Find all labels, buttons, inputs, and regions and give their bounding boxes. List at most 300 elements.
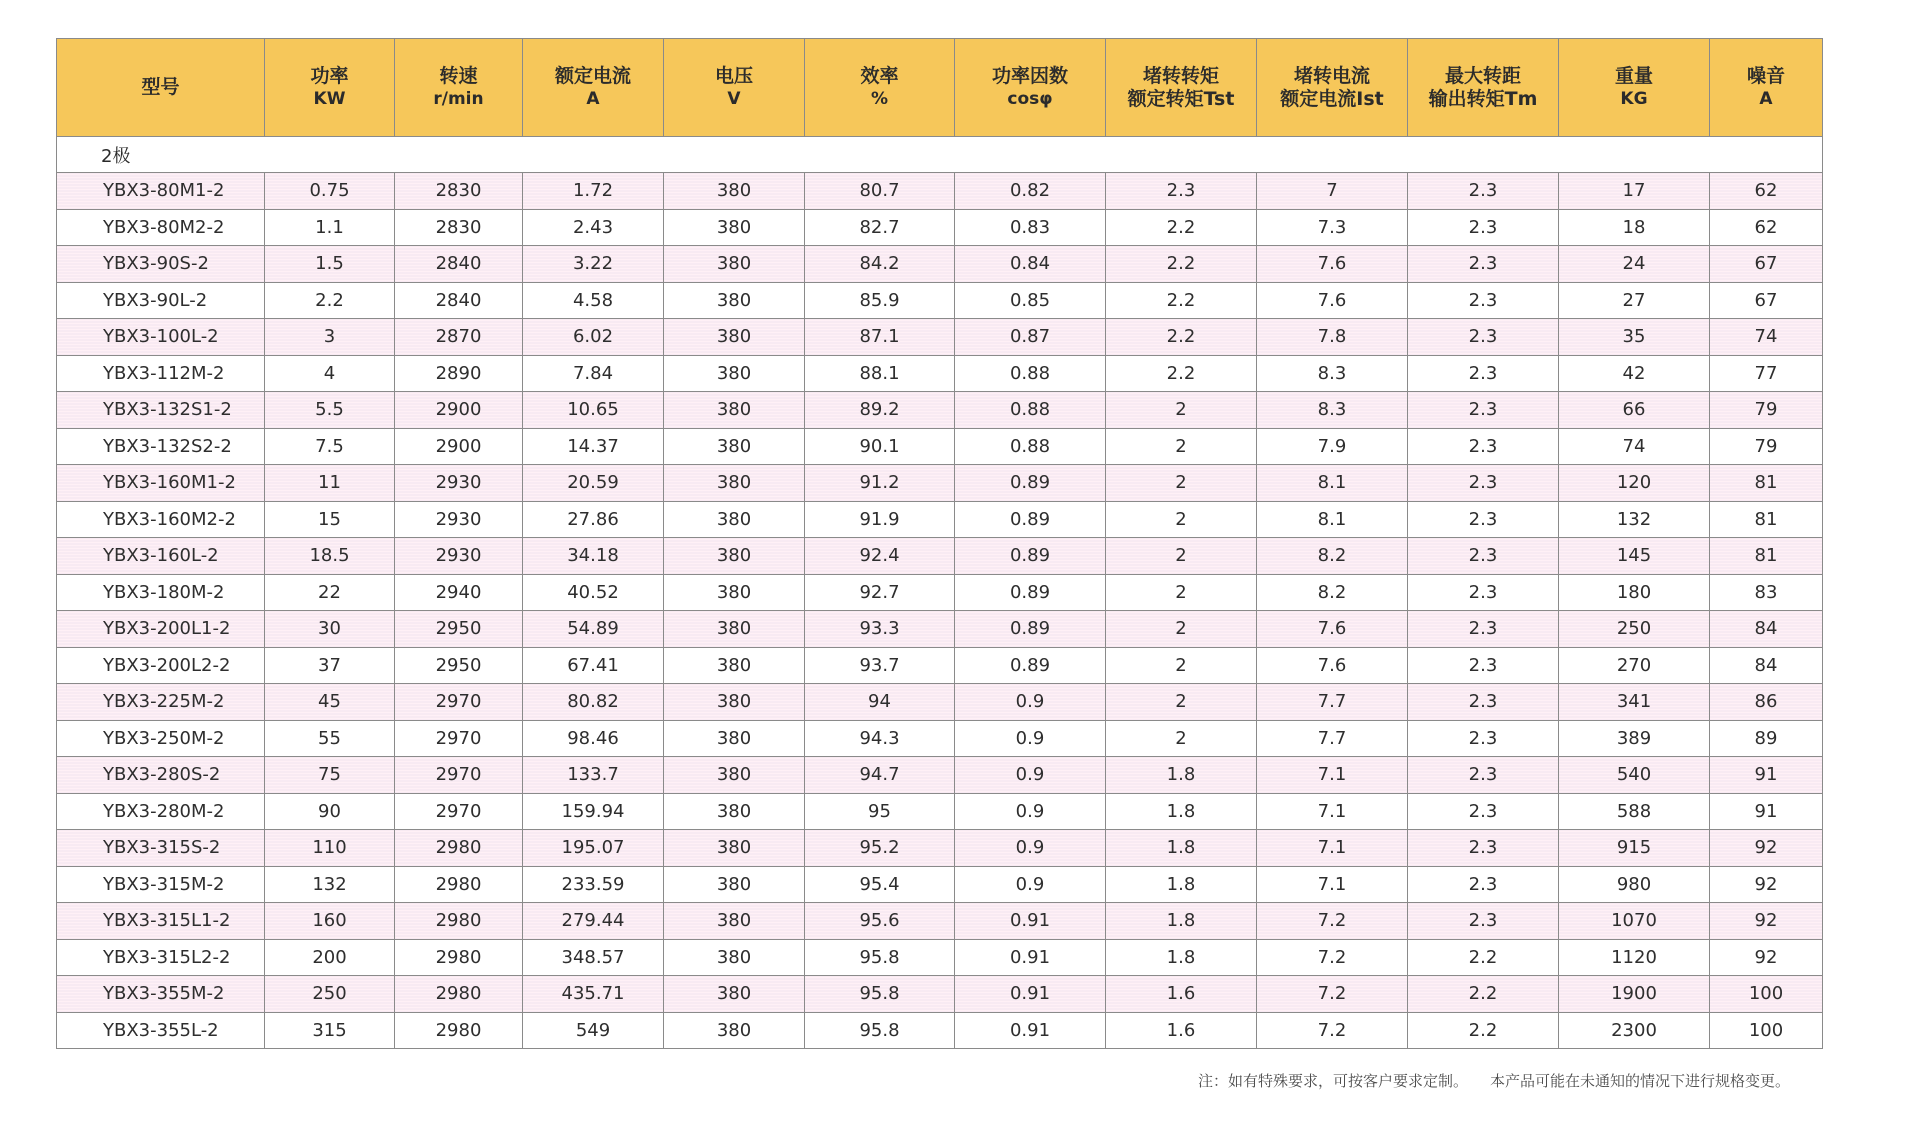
table-row — [57, 282, 1823, 319]
footnote-note: 注：如有特殊要求，可按客户要求定制。 — [1197, 1072, 1468, 1090]
table-cell: 380 — [664, 866, 805, 903]
table-row — [57, 1012, 1823, 1049]
model-cell: YBX3-200L1-2 — [57, 611, 265, 648]
column-header — [265, 39, 395, 137]
table-cell: 2830 — [395, 173, 523, 210]
table-cell: 45 — [265, 684, 395, 721]
table-cell: 2.3 — [1408, 392, 1559, 429]
table-cell: 7.2 — [1257, 976, 1408, 1013]
table-cell: 92 — [1710, 866, 1823, 903]
table-cell: 380 — [664, 282, 805, 319]
table-cell: 1.6 — [1106, 1012, 1257, 1049]
table-cell: 62 — [1710, 209, 1823, 246]
table-cell: 67 — [1710, 246, 1823, 283]
table-cell: 6.02 — [523, 319, 664, 356]
table-cell: 7 — [1257, 173, 1408, 210]
table-cell: 30 — [265, 611, 395, 648]
table-cell: 95.8 — [805, 1012, 955, 1049]
table-cell: 80.7 — [805, 173, 955, 210]
table-cell: 380 — [664, 830, 805, 867]
table-cell: 15 — [265, 501, 395, 538]
table-cell: 2 — [1106, 428, 1257, 465]
table-cell: 7.3 — [1257, 209, 1408, 246]
table-cell: 380 — [664, 465, 805, 502]
table-cell: 0.91 — [955, 903, 1106, 940]
table-cell: 91.2 — [805, 465, 955, 502]
table-cell: 380 — [664, 319, 805, 356]
table-cell: 0.88 — [955, 392, 1106, 429]
table-cell: 93.7 — [805, 647, 955, 684]
table-cell: 2 — [1106, 611, 1257, 648]
table-cell: 132 — [265, 866, 395, 903]
table-cell: 7.1 — [1257, 793, 1408, 830]
table-cell: 0.82 — [955, 173, 1106, 210]
table-cell: 54.89 — [523, 611, 664, 648]
column-header-title: 堵转转矩 — [1142, 64, 1219, 87]
table-cell: 1120 — [1559, 939, 1710, 976]
table-cell: 2300 — [1559, 1012, 1710, 1049]
table-cell: 279.44 — [523, 903, 664, 940]
table-cell: 0.9 — [955, 866, 1106, 903]
group-row — [57, 137, 1823, 173]
table-cell: 17 — [1559, 173, 1710, 210]
table-cell: 380 — [664, 903, 805, 940]
table-cell: 0.9 — [955, 830, 1106, 867]
table-cell: 3.22 — [523, 246, 664, 283]
table-cell: 2.3 — [1408, 830, 1559, 867]
table-cell: 0.85 — [955, 282, 1106, 319]
table-cell: 80.82 — [523, 684, 664, 721]
model-cell: YBX3-80M2-2 — [57, 209, 265, 246]
model-cell: YBX3-90L-2 — [57, 282, 265, 319]
table-cell: 42 — [1559, 355, 1710, 392]
table-cell: 92.4 — [805, 538, 955, 575]
table-cell: 0.9 — [955, 757, 1106, 794]
table-cell: 2.3 — [1408, 757, 1559, 794]
table-cell: 84 — [1710, 611, 1823, 648]
column-header-unit: V — [727, 88, 741, 109]
table-cell: 2970 — [395, 793, 523, 830]
table-cell: 2.43 — [523, 209, 664, 246]
footnote-disclaimer: 本产品可能在未通知的情况下进行规格变更。 — [1489, 1072, 1790, 1090]
table-cell: 380 — [664, 939, 805, 976]
table-cell: 1.8 — [1106, 793, 1257, 830]
table-cell: 0.9 — [955, 684, 1106, 721]
spec-table-sheet — [56, 38, 1822, 1049]
model-cell: YBX3-355L-2 — [57, 1012, 265, 1049]
table-row — [57, 976, 1823, 1013]
table-cell: 2.3 — [1408, 428, 1559, 465]
table-cell: 380 — [664, 611, 805, 648]
table-cell: 380 — [664, 574, 805, 611]
table-cell: 133.7 — [523, 757, 664, 794]
table-cell: 8.1 — [1257, 465, 1408, 502]
model-cell: YBX3-132S2-2 — [57, 428, 265, 465]
table-cell: 95.4 — [805, 866, 955, 903]
table-cell: 3 — [265, 319, 395, 356]
table-cell: 2980 — [395, 1012, 523, 1049]
table-cell: 7.9 — [1257, 428, 1408, 465]
table-cell: 588 — [1559, 793, 1710, 830]
header-row — [57, 39, 1823, 137]
table-cell: 2.3 — [1408, 684, 1559, 721]
model-cell: YBX3-225M-2 — [57, 684, 265, 721]
table-cell: 1.6 — [1106, 976, 1257, 1013]
table-cell: 2.3 — [1408, 793, 1559, 830]
column-header — [1408, 39, 1559, 137]
table-cell: 8.3 — [1257, 392, 1408, 429]
table-cell: 92 — [1710, 903, 1823, 940]
table-cell: 20.59 — [523, 465, 664, 502]
column-header-unit: 输出转矩Tm — [1428, 87, 1538, 110]
table-cell: 2830 — [395, 209, 523, 246]
table-row — [57, 793, 1823, 830]
table-cell: 145 — [1559, 538, 1710, 575]
table-cell: 2 — [1106, 392, 1257, 429]
table-cell: 7.6 — [1257, 611, 1408, 648]
table-row — [57, 246, 1823, 283]
table-cell: 2980 — [395, 866, 523, 903]
table-cell: 315 — [265, 1012, 395, 1049]
table-cell: 2 — [1106, 465, 1257, 502]
column-header-title: 效率 — [860, 64, 899, 87]
column-header-unit: % — [870, 88, 889, 109]
table-cell: 0.89 — [955, 574, 1106, 611]
model-cell: YBX3-112M-2 — [57, 355, 265, 392]
table-cell: 7.1 — [1257, 830, 1408, 867]
table-cell: 2980 — [395, 939, 523, 976]
table-cell: 180 — [1559, 574, 1710, 611]
table-cell: 0.84 — [955, 246, 1106, 283]
table-cell: 84 — [1710, 647, 1823, 684]
column-header — [664, 39, 805, 137]
table-row — [57, 392, 1823, 429]
table-cell: 2970 — [395, 684, 523, 721]
column-header — [1106, 39, 1257, 137]
table-cell: 79 — [1710, 392, 1823, 429]
model-cell: YBX3-100L-2 — [57, 319, 265, 356]
table-cell: 1.8 — [1106, 830, 1257, 867]
table-cell: 0.9 — [955, 720, 1106, 757]
table-row — [57, 173, 1823, 210]
table-cell: 2950 — [395, 611, 523, 648]
table-cell: 380 — [664, 757, 805, 794]
table-cell: 2.2 — [1106, 246, 1257, 283]
table-cell: 14.37 — [523, 428, 664, 465]
model-cell: YBX3-280M-2 — [57, 793, 265, 830]
table-cell: 4 — [265, 355, 395, 392]
table-cell: 100 — [1710, 976, 1823, 1013]
table-cell: 0.9 — [955, 793, 1106, 830]
model-cell: YBX3-280S-2 — [57, 757, 265, 794]
table-cell: 2.3 — [1408, 720, 1559, 757]
table-cell: 348.57 — [523, 939, 664, 976]
table-cell: 34.18 — [523, 538, 664, 575]
table-cell: 195.07 — [523, 830, 664, 867]
table-cell: 0.91 — [955, 1012, 1106, 1049]
table-cell: 27 — [1559, 282, 1710, 319]
table-cell: 540 — [1559, 757, 1710, 794]
table-cell: 2.3 — [1408, 282, 1559, 319]
table-cell: 7.1 — [1257, 757, 1408, 794]
table-cell: 2.3 — [1408, 246, 1559, 283]
table-cell: 89 — [1710, 720, 1823, 757]
table-cell: 2980 — [395, 830, 523, 867]
column-header — [1257, 39, 1408, 137]
table-cell: 160 — [265, 903, 395, 940]
table-cell: 2980 — [395, 976, 523, 1013]
table-cell: 1.8 — [1106, 757, 1257, 794]
table-cell: 1.1 — [265, 209, 395, 246]
table-cell: 7.6 — [1257, 647, 1408, 684]
table-cell: 380 — [664, 355, 805, 392]
table-cell: 98.46 — [523, 720, 664, 757]
table-cell: 380 — [664, 538, 805, 575]
table-cell: 8.2 — [1257, 538, 1408, 575]
column-header — [523, 39, 664, 137]
table-cell: 7.7 — [1257, 720, 1408, 757]
table-cell: 94.7 — [805, 757, 955, 794]
table-cell: 2930 — [395, 501, 523, 538]
table-cell: 67.41 — [523, 647, 664, 684]
column-header-title: 功率因数 — [991, 64, 1068, 87]
table-cell: 2970 — [395, 720, 523, 757]
table-cell: 200 — [265, 939, 395, 976]
table-row — [57, 684, 1823, 721]
table-row — [57, 428, 1823, 465]
table-cell: 24 — [1559, 246, 1710, 283]
table-cell: 2900 — [395, 428, 523, 465]
model-cell: YBX3-315L2-2 — [57, 939, 265, 976]
table-cell: 380 — [664, 684, 805, 721]
table-cell: 380 — [664, 209, 805, 246]
table-cell: 2 — [1106, 684, 1257, 721]
table-cell: 0.87 — [955, 319, 1106, 356]
model-cell: YBX3-180M-2 — [57, 574, 265, 611]
table-body — [57, 137, 1823, 1049]
table-cell: 90.1 — [805, 428, 955, 465]
table-cell: 7.84 — [523, 355, 664, 392]
table-cell: 341 — [1559, 684, 1710, 721]
table-cell: 81 — [1710, 501, 1823, 538]
table-header — [57, 39, 1823, 137]
model-cell: YBX3-90S-2 — [57, 246, 265, 283]
table-row — [57, 611, 1823, 648]
table-cell: 2.3 — [1408, 903, 1559, 940]
table-cell: 2.3 — [1408, 319, 1559, 356]
table-row — [57, 939, 1823, 976]
column-header — [805, 39, 955, 137]
model-cell: YBX3-160L-2 — [57, 538, 265, 575]
table-cell: 2.3 — [1408, 355, 1559, 392]
table-cell: 2.3 — [1408, 538, 1559, 575]
column-header-unit: r/min — [433, 88, 484, 109]
table-cell: 2.2 — [1408, 976, 1559, 1013]
column-header — [395, 39, 523, 137]
table-cell: 2 — [1106, 574, 1257, 611]
table-cell: 85.9 — [805, 282, 955, 319]
table-cell: 27.86 — [523, 501, 664, 538]
model-cell: YBX3-160M1-2 — [57, 465, 265, 502]
table-cell: 1.5 — [265, 246, 395, 283]
table-cell: 1070 — [1559, 903, 1710, 940]
table-cell: 2.3 — [1408, 501, 1559, 538]
table-row — [57, 830, 1823, 867]
table-cell: 22 — [265, 574, 395, 611]
table-cell: 81 — [1710, 538, 1823, 575]
column-header-unit: 额定转矩Tst — [1127, 87, 1235, 110]
table-cell: 95.6 — [805, 903, 955, 940]
table-cell: 110 — [265, 830, 395, 867]
table-cell: 92.7 — [805, 574, 955, 611]
table-cell: 95.2 — [805, 830, 955, 867]
table-cell: 980 — [1559, 866, 1710, 903]
table-cell: 7.5 — [265, 428, 395, 465]
table-cell: 1.8 — [1106, 939, 1257, 976]
table-cell: 2930 — [395, 465, 523, 502]
table-cell: 2.2 — [1106, 355, 1257, 392]
table-cell: 10.65 — [523, 392, 664, 429]
table-cell: 75 — [265, 757, 395, 794]
table-cell: 4.58 — [523, 282, 664, 319]
table-cell: 83 — [1710, 574, 1823, 611]
table-cell: 2.2 — [265, 282, 395, 319]
table-cell: 0.88 — [955, 428, 1106, 465]
table-cell: 1.8 — [1106, 903, 1257, 940]
table-row — [57, 866, 1823, 903]
table-cell: 1.8 — [1106, 866, 1257, 903]
table-cell: 7.6 — [1257, 246, 1408, 283]
table-cell: 7.2 — [1257, 1012, 1408, 1049]
table-cell: 89.2 — [805, 392, 955, 429]
table-cell: 11 — [265, 465, 395, 502]
table-cell: 2930 — [395, 538, 523, 575]
column-header-title: 重量 — [1614, 64, 1653, 87]
footnote — [1198, 1070, 1790, 1091]
column-header-title: 噪音 — [1746, 64, 1785, 87]
table-cell: 915 — [1559, 830, 1710, 867]
table-cell: 2.3 — [1408, 611, 1559, 648]
table-cell: 380 — [664, 428, 805, 465]
column-header-title: 电压 — [714, 64, 753, 87]
table-cell: 7.2 — [1257, 939, 1408, 976]
model-cell: YBX3-315L1-2 — [57, 903, 265, 940]
column-header-unit: 额定电流Ist — [1280, 87, 1384, 110]
table-cell: 7.7 — [1257, 684, 1408, 721]
table-cell: 380 — [664, 501, 805, 538]
table-cell: 2 — [1106, 647, 1257, 684]
column-header-title: 堵转电流 — [1293, 64, 1370, 87]
model-cell: YBX3-132S1-2 — [57, 392, 265, 429]
table-cell: 8.1 — [1257, 501, 1408, 538]
table-cell: 91.9 — [805, 501, 955, 538]
table-cell: 95.8 — [805, 976, 955, 1013]
table-cell: 2890 — [395, 355, 523, 392]
table-row — [57, 501, 1823, 538]
table-row — [57, 209, 1823, 246]
table-cell: 7.6 — [1257, 282, 1408, 319]
table-cell: 380 — [664, 173, 805, 210]
table-cell: 0.75 — [265, 173, 395, 210]
table-cell: 0.91 — [955, 939, 1106, 976]
column-header-title: 转速 — [439, 64, 478, 87]
table-cell: 2840 — [395, 282, 523, 319]
table-row — [57, 647, 1823, 684]
table-cell: 2970 — [395, 757, 523, 794]
model-cell: YBX3-355M-2 — [57, 976, 265, 1013]
column-header-title: 最大转距 — [1444, 64, 1521, 87]
table-cell: 159.94 — [523, 793, 664, 830]
column-header-title: 型号 — [141, 76, 180, 98]
column-header-title: 额定电流 — [554, 64, 631, 87]
table-cell: 0.89 — [955, 647, 1106, 684]
table-cell: 250 — [265, 976, 395, 1013]
table-cell: 7.1 — [1257, 866, 1408, 903]
table-cell: 94.3 — [805, 720, 955, 757]
table-row — [57, 319, 1823, 356]
table-cell: 1900 — [1559, 976, 1710, 1013]
table-cell: 100 — [1710, 1012, 1823, 1049]
table-cell: 132 — [1559, 501, 1710, 538]
column-header — [1559, 39, 1710, 137]
table-cell: 18.5 — [265, 538, 395, 575]
table-cell: 82.7 — [805, 209, 955, 246]
table-cell: 2.3 — [1408, 574, 1559, 611]
table-cell: 79 — [1710, 428, 1823, 465]
table-cell: 2.2 — [1408, 1012, 1559, 1049]
table-cell: 74 — [1710, 319, 1823, 356]
table-cell: 233.59 — [523, 866, 664, 903]
column-header-unit: A — [1759, 88, 1773, 109]
column-header-unit: KW — [313, 88, 346, 109]
table-row — [57, 465, 1823, 502]
table-cell: 0.89 — [955, 501, 1106, 538]
table-cell: 2980 — [395, 903, 523, 940]
table-cell: 84.2 — [805, 246, 955, 283]
table-cell: 250 — [1559, 611, 1710, 648]
table-cell: 95.8 — [805, 939, 955, 976]
column-header — [57, 39, 265, 137]
table-cell: 62 — [1710, 173, 1823, 210]
table-cell: 2.3 — [1408, 173, 1559, 210]
table-cell: 0.83 — [955, 209, 1106, 246]
table-cell: 2900 — [395, 392, 523, 429]
table-cell: 2 — [1106, 538, 1257, 575]
table-cell: 380 — [664, 976, 805, 1013]
table-cell: 93.3 — [805, 611, 955, 648]
table-cell: 8.3 — [1257, 355, 1408, 392]
table-row — [57, 538, 1823, 575]
table-cell: 2.2 — [1106, 209, 1257, 246]
table-cell: 380 — [664, 793, 805, 830]
table-cell: 67 — [1710, 282, 1823, 319]
table-cell: 380 — [664, 647, 805, 684]
column-header-unit: KG — [1620, 88, 1648, 109]
model-cell: YBX3-80M1-2 — [57, 173, 265, 210]
table-cell: 2.2 — [1408, 939, 1559, 976]
table-cell: 380 — [664, 1012, 805, 1049]
motor-spec-table — [56, 38, 1823, 1049]
column-header-unit: cosφ — [1007, 88, 1053, 109]
table-cell: 2870 — [395, 319, 523, 356]
table-cell: 0.89 — [955, 611, 1106, 648]
table-cell: 2940 — [395, 574, 523, 611]
table-cell: 2.3 — [1408, 209, 1559, 246]
table-cell: 0.88 — [955, 355, 1106, 392]
table-row — [57, 355, 1823, 392]
table-cell: 435.71 — [523, 976, 664, 1013]
table-cell: 549 — [523, 1012, 664, 1049]
